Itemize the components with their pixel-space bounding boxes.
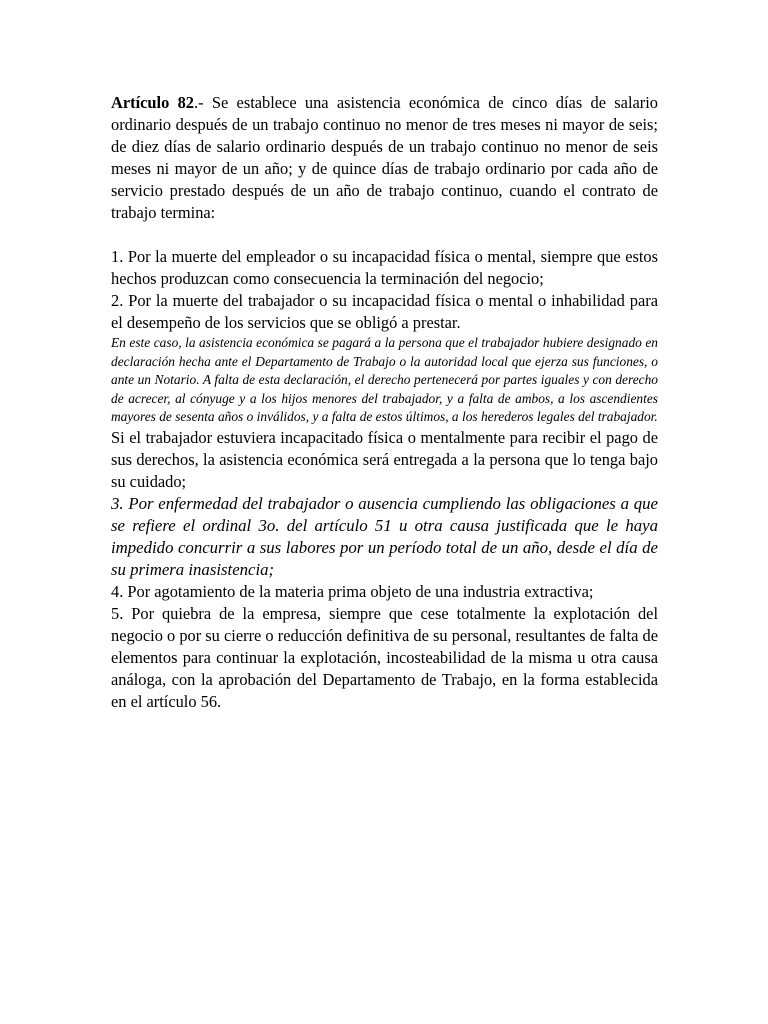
- list-item-3: 3. Por enfermedad del trabajador o ausencia cumpliendo las obligaciones a que se refiere el ordinal 3o. del artículo 51 u otra causa justificada que le haya impedido concurrir a sus labores por un período total de un año, desde el día de su primera inasistencia;: [111, 493, 658, 579]
- list-item-2: 2. Por la muerte del trabajador o su incapacidad física o mental o inhabilidad para el desempeño de los servicios que se obligó a prestar.: [111, 291, 658, 332]
- article-intro: [111, 92, 658, 224]
- list-item-2-incapacity: Si el trabajador estuviera incapacitado física o mentalmente para recibir el pago de sus derechos, la asistencia económica será entregada a la persona que lo tenga bajo su cuidado;: [111, 427, 658, 491]
- article-body: [111, 92, 658, 713]
- list-item-1: 1. Por la muerte del empleador o su incapacidad física o mental, siempre que estos hechos produzcan como consecuencia la terminación del negocio;: [111, 247, 658, 288]
- article-heading: Artículo 82: [111, 93, 194, 112]
- paragraph-gap: [111, 224, 658, 246]
- list-item-5: 5. Por quiebra de la empresa, siempre que cese totalmente la explotación del negocio o por su cierre o reducción definitiva de su personal, resultantes de falta de elementos para continuar la explotación, incosteabilidad de la misma u otra causa análoga, con la aprobación del Departamento de Trabajo, en la forma establecida en el artículo 56.: [111, 603, 658, 711]
- article-intro-text: .- Se establece una asistencia económica de cinco días de salario ordinario después de un trabajo continuo no menor de tres meses ni mayor de seis; de diez días de salario ordinario después de un trabajo continuo no menor de seis meses ni mayor de un año; y de quince días de trabajo ordinario por cada año de servicio prestado después de un año de trabajo continuo, cuando el contrato de trabajo termina:: [111, 93, 658, 222]
- list-item-2-note: En este caso, la asistencia económica se pagará a la persona que el trabajador hubiere designado en declaración hecha ante el Departamento de Trabajo o la autoridad local que ejerza sus funciones, o ante un Notario. A falta de esta declaración, el derecho pertenecerá por partes iguales y con derecho de acrecer, al cónyuge y a los hijos menores del trabajador, y a falta de ambos, a los ascendientes mayores de sesenta años o inválidos, y a falta de estos últimos, a los herederos legales del trabajador.: [111, 335, 658, 424]
- list-item-4: 4. Por agotamiento de la materia prima objeto de una industria extractiva;: [111, 581, 594, 601]
